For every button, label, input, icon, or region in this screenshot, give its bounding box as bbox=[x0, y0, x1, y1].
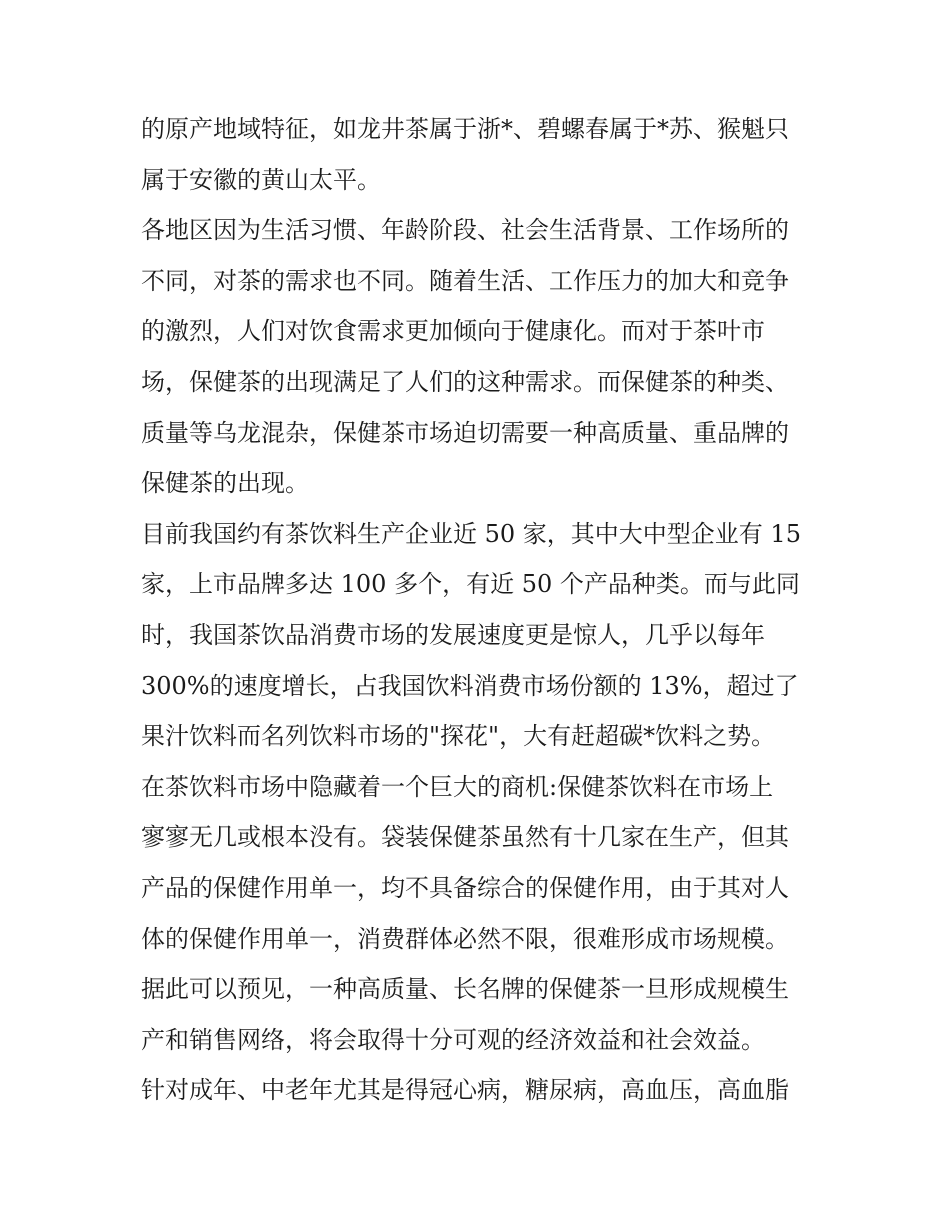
text-line: 各地区因为生活习惯、年龄阶段、社会生活背景、工作场所的 bbox=[141, 216, 789, 245]
text-line: 体的保健作用单一，消费群体必然不限，很难形成市场规模。 bbox=[141, 924, 789, 953]
text-line: 在茶饮料市场中隐藏着一个巨大的商机:保健茶饮料在市场上 bbox=[141, 772, 774, 801]
body-text bbox=[141, 104, 821, 1116]
text-line: 目前我国约有茶饮料生产企业近 50 家，其中大中型企业有 15 bbox=[141, 519, 801, 548]
text-line: 质量等乌龙混杂，保健茶市场迫切需要一种高质量、重品牌的 bbox=[141, 418, 789, 447]
text-line: 300%的速度增长，占我国饮料消费市场份额的 13%，超过了 bbox=[141, 671, 799, 700]
text-line: 寥寥无几或根本没有。袋装保健茶虽然有十几家在生产，但其 bbox=[141, 823, 789, 852]
text-line: 的原产地域特征，如龙井茶属于浙*、碧螺春属于*苏、猴魁只 bbox=[141, 115, 789, 143]
text-line: 场，保健茶的出现满足了人们的这种需求。而保健茶的种类、 bbox=[141, 367, 789, 396]
text-line: 不同，对茶的需求也不同。随着生活、工作压力的加大和竞争 bbox=[141, 266, 789, 295]
text-line: 的激烈，人们对饮食需求更加倾向于健康化。而对于茶叶市 bbox=[141, 317, 765, 346]
text-line: 保健茶的出现。 bbox=[141, 469, 309, 498]
text-line: 属于安徽的黄山太平。 bbox=[141, 165, 381, 194]
text-line: 产和销售网络，将会取得十分可观的经济效益和社会效益。 bbox=[141, 1025, 765, 1054]
text-line: 针对成年、中老年尤其是得冠心病，糖尿病，高血压，高血脂 bbox=[141, 1076, 789, 1105]
text-line: 家，上市品牌多达 100 多个，有近 50 个产品种类。而与此同 bbox=[141, 570, 800, 599]
text-line: 据此可以预见，一种高质量、长名牌的保健茶一旦形成规模生 bbox=[141, 975, 789, 1004]
text-line: 果汁饮料而名列饮料市场的"探花"，大有赶超碳*饮料之势。 bbox=[141, 722, 776, 751]
text-line: 产品的保健作用单一，均不具备综合的保健作用，由于其对人 bbox=[141, 873, 789, 902]
text-line: 时，我国茶饮品消费市场的发展速度更是惊人，几乎以每年 bbox=[141, 620, 765, 649]
